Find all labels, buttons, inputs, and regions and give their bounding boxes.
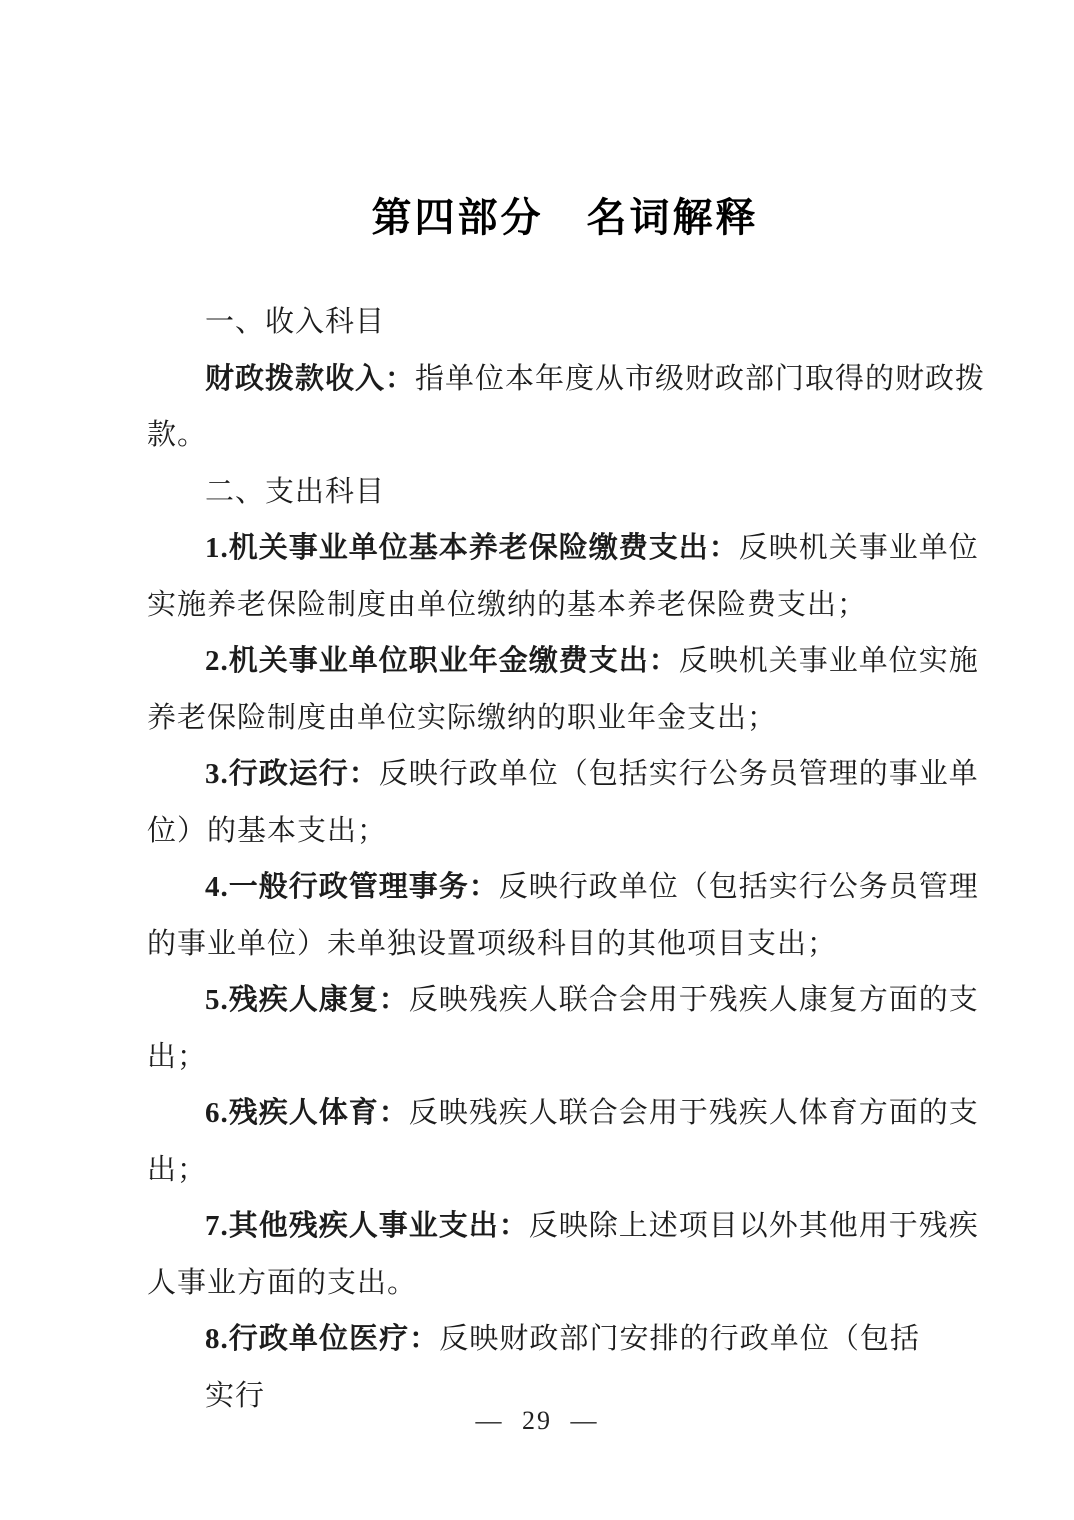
para-item-4-general-administrative-affairs: [147, 859, 979, 972]
para-item-5-disabled-rehabilitation: [147, 972, 979, 1085]
text-line: [147, 520, 979, 577]
body-text: 反映机关事业单位: [738, 532, 979, 564]
para-item-7-other-disabled-expenditure: [147, 1198, 979, 1311]
body-text: 反映行政单位（包括实行公务员管理的事业单: [378, 758, 979, 790]
text-line: [147, 351, 986, 408]
body-text: 养老保险制度由单位实际缴纳的职业年金支出；: [147, 701, 778, 734]
document-title: 第四部分 名词解释: [371, 195, 759, 240]
term-label: 5.残疾人康复：: [205, 984, 409, 1016]
text-line: [147, 746, 979, 803]
body-text: 出；: [147, 1040, 208, 1073]
body-text: 反映机关事业单位实施: [678, 645, 979, 677]
body-text: 指单位本年度从市级财政部门取得的财政拨: [415, 362, 986, 395]
text-line: [147, 859, 979, 916]
text-line: [147, 803, 920, 860]
body-text: 反映残疾人联合会用于残疾人康复方面的支: [408, 984, 979, 1016]
text-line: [147, 1142, 920, 1199]
text-line: [147, 1029, 920, 1086]
text-line: [147, 1255, 920, 1312]
text-line: [147, 577, 920, 634]
body-text: 反映行政单位（包括实行公务员管理: [498, 871, 979, 903]
term-label: 8.行政单位医疗：: [205, 1323, 440, 1355]
text-line: [147, 1198, 979, 1255]
body-text: 人事业方面的支出。: [147, 1266, 418, 1299]
para-item-2-occupational-annuity-contribution: [147, 633, 979, 746]
term-label: 2.机关事业单位职业年金缴费支出：: [205, 645, 679, 677]
body-text: 款。: [147, 419, 208, 451]
body-text: 实施养老保险制度由单位缴纳的基本养老保险费支出；: [147, 588, 868, 621]
text-line: [147, 690, 920, 747]
text-line: [147, 633, 979, 690]
body-text: 的事业单位）未单独设置项级科目的其他项目支出；: [147, 927, 838, 960]
text-line: [147, 916, 920, 973]
page-number: — 29 —: [475, 1406, 599, 1435]
body-text: 二、支出科目: [205, 475, 386, 508]
body-text: 反映财政部门安排的行政单位（包括实行: [205, 1323, 920, 1412]
para-item-1-basic-pension-contribution: [147, 520, 979, 633]
body-text: 一、收入科目: [205, 306, 386, 338]
body-text: 出；: [147, 1153, 208, 1186]
text-line: [147, 972, 979, 1029]
para-fiscal-appropriation-income: [147, 351, 986, 464]
body-text: 反映除上述项目以外其他用于残疾: [528, 1210, 979, 1242]
body-text: 位）的基本支出；: [147, 814, 388, 847]
text-line: [147, 1085, 979, 1142]
term-label: 1.机关事业单位基本养老保险缴费支出：: [205, 532, 739, 564]
term-label: 3.行政运行：: [205, 758, 379, 790]
text-line: [147, 294, 920, 351]
term-label: 财政拨款收入：: [205, 362, 416, 395]
text-line: [147, 407, 920, 464]
para-item-6-disabled-sports: [147, 1085, 979, 1198]
body-text: 反映残疾人联合会用于残疾人体育方面的支: [408, 1097, 979, 1129]
para-item-3-administrative-operation: [147, 746, 979, 859]
document-body: [147, 294, 986, 1424]
text-line: [147, 464, 920, 521]
term-label: 6.残疾人体育：: [205, 1097, 409, 1129]
page-footer: [0, 1406, 1074, 1436]
heading-income-items: [147, 294, 920, 351]
heading-expenditure-items: [147, 464, 920, 521]
term-label: 7.其他残疾人事业支出：: [205, 1210, 529, 1242]
term-label: 4.一般行政管理事务：: [205, 871, 499, 903]
